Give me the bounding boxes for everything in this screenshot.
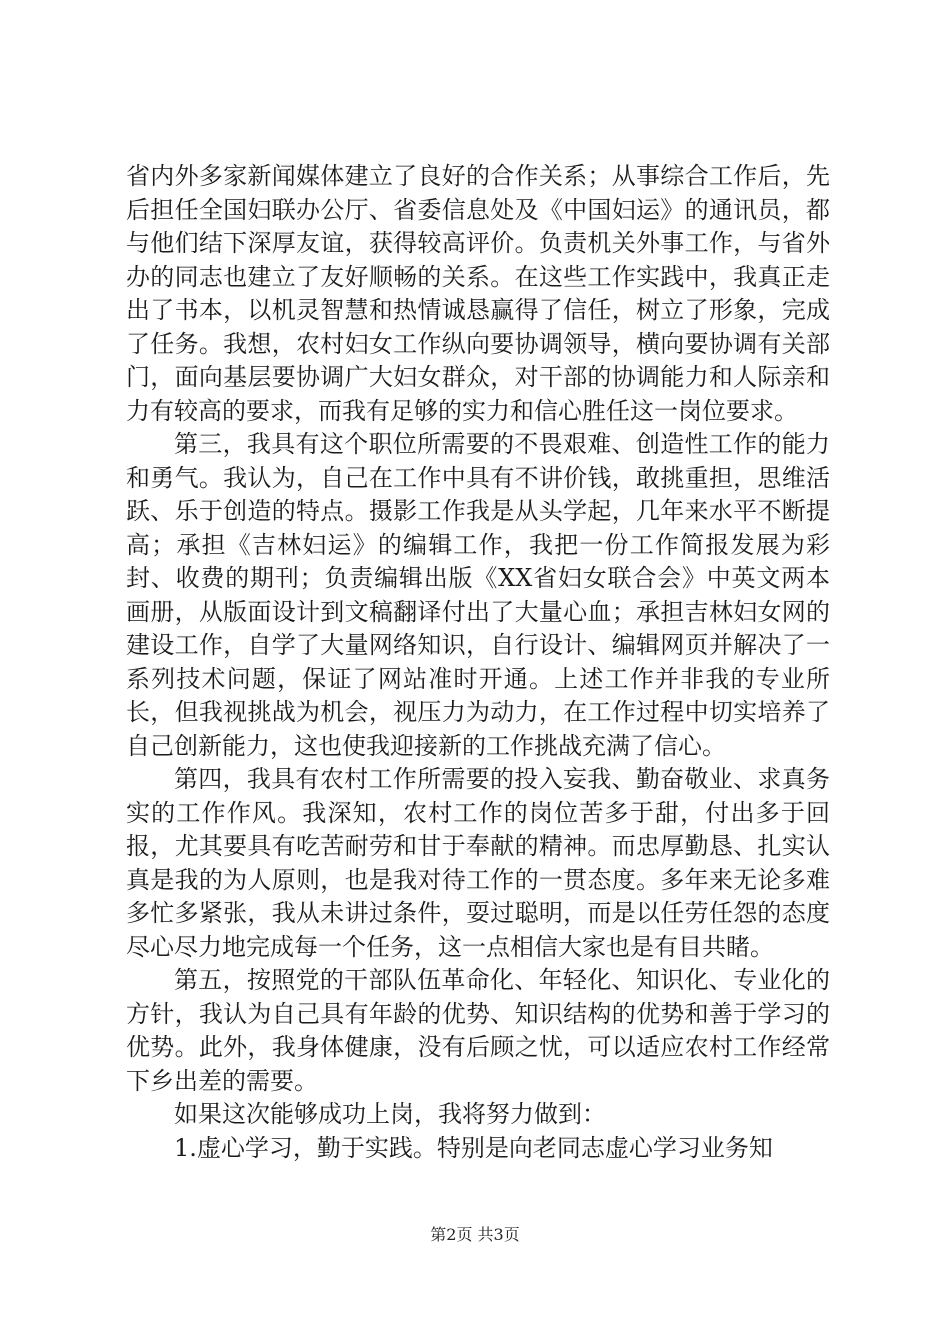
- document-body: [126, 160, 830, 1165]
- paragraph-item-1: 1.虚心学习，勤于实践。特别是向老同志虚心学习业务知: [174, 1133, 773, 1162]
- paragraph-fifth-point: 第五，按照党的干部队伍革命化、年轻化、知识化、专业化的方针，我认为自己具有年龄的优势、知识结构的优势和善于学习的优势。此外，我身体健康，没有后顾之忧，可以适应农村工作经常下乡出差的需要。: [126, 966, 830, 1095]
- paragraph-third-point: 第三，我具有这个职位所需要的不畏艰难、创造性工作的能力和勇气。我认为，自己在工作中具有不讲价钱，敢挑重担，思维活跃、乐于创造的特点。摄影工作我是从头学起，几年来水平不断提高；承担《吉林妇运》的编辑工作，我把一份工作简报发展为彩封、收费的期刊；负责编辑出版《XX省妇女联合会》中英文两本画册，从版面设计到文稿翻译付出了大量心血；承担吉林妇女网的建设工作，自学了大量网络知识，自行设计、编辑网页并解决了一系列技术问题，保证了网站准时开通。上述工作并非我的专业所长，但我视挑战为机会，视压力为动力，在工作过程中切实培养了自己创新能力，这也使我迎接新的工作挑战充满了信心。: [126, 430, 830, 760]
- paragraph-fourth-point: 第四，我具有农村工作所需要的投入妄我、勤奋敬业、求真务实的工作作风。我深知，农村工作的岗位苦多于甜，付出多于回报，尤其要具有吃苦耐劳和甘于奉献的精神。而忠厚勤恳、扎实认真是我的为人原则，也是我对待工作的一贯态度。多年来无论多难多忙多紧张，我从未讲过条件，耍过聪明，而是以任劳任怨的态度尽心尽力地完成每一个任务，这一点相信大家也是有目共睹。: [126, 765, 830, 961]
- page-number-footer: 第2页 共3页: [430, 1225, 520, 1244]
- paragraph-commitment-intro: 如果这次能够成功上岗，我将努力做到：: [174, 1100, 606, 1128]
- paragraph-continuation: 省内外多家新闻媒体建立了良好的合作关系；从事综合工作后，先后担任全国妇联办公厅、省委信息处及《中国妇运》的通讯员，都与他们结下深厚友谊，获得较高评价。负责机关外事工作，与省外办的同志也建立了友好顺畅的关系。在这些工作实践中，我真正走出了书本，以机灵智慧和热情诚恳赢得了信任，树立了形象，完成了任务。我想，农村妇女工作纵向要协调领导，横向要协调有关部门，面向基层要协调广大妇女群众，对干部的协调能力和人际亲和力有较高的要求，而我有足够的实力和信心胜任这一岗位要求。: [126, 162, 830, 425]
